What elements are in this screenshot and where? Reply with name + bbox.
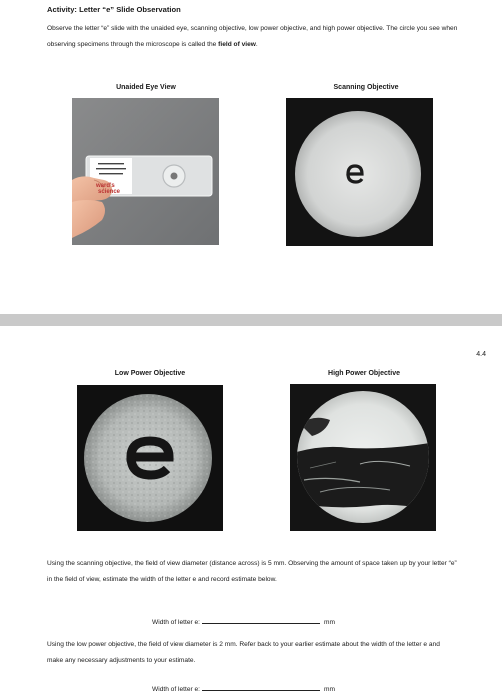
answer-2-unit: mm	[324, 686, 336, 693]
unaided-eye-photo	[72, 98, 219, 245]
caption-scanning-objective: Scanning Objective	[333, 84, 399, 91]
answer-1-field[interactable]	[202, 615, 320, 624]
answer-2-label: Width of letter e:	[152, 686, 201, 693]
answer-2	[152, 682, 335, 693]
intro-term: field of view	[218, 41, 256, 48]
caption-high-power-objective: High Power Objective	[328, 370, 400, 377]
answer-1-label: Width of letter e:	[152, 619, 201, 626]
answer-1	[152, 615, 335, 626]
intro-text: Observe the letter “e” slide with the unaided eye, scanning objective, low power objective, and high power objective. The circle you see when observing specimens through the microscope is called the	[47, 25, 458, 48]
page-number: 4.4	[476, 351, 486, 358]
caption-unaided-eye-view: Unaided Eye View	[116, 84, 176, 91]
section-divider	[0, 314, 502, 326]
answer-2-field[interactable]	[202, 682, 320, 691]
brand-text: ward's	[96, 183, 115, 189]
intro-end: .	[255, 41, 258, 48]
activity-intro	[47, 21, 467, 53]
question-2-text: Using the low power objective, the field of view diameter is 2 mm. Refer back to your earlier estimate about the width of the letter e and make any necessary adjustments to your estimate.	[47, 641, 440, 664]
answer-1-unit: mm	[324, 619, 336, 626]
high-power-photo	[290, 384, 436, 531]
scanning-objective-photo	[286, 98, 433, 246]
question-1-text: Using the scanning objective, the field of view diameter (distance across) is 5 mm. Observing the amount of space taken up by your letter “e” in the field of view, estimate the width of the letter e and record estimate below.	[47, 560, 457, 583]
activity-title: Activity: Letter “e” Slide Observation	[47, 5, 181, 14]
caption-low-power-objective: Low Power Objective	[114, 370, 186, 377]
low-power-photo	[77, 385, 223, 531]
brand-text-2: science	[98, 189, 121, 195]
